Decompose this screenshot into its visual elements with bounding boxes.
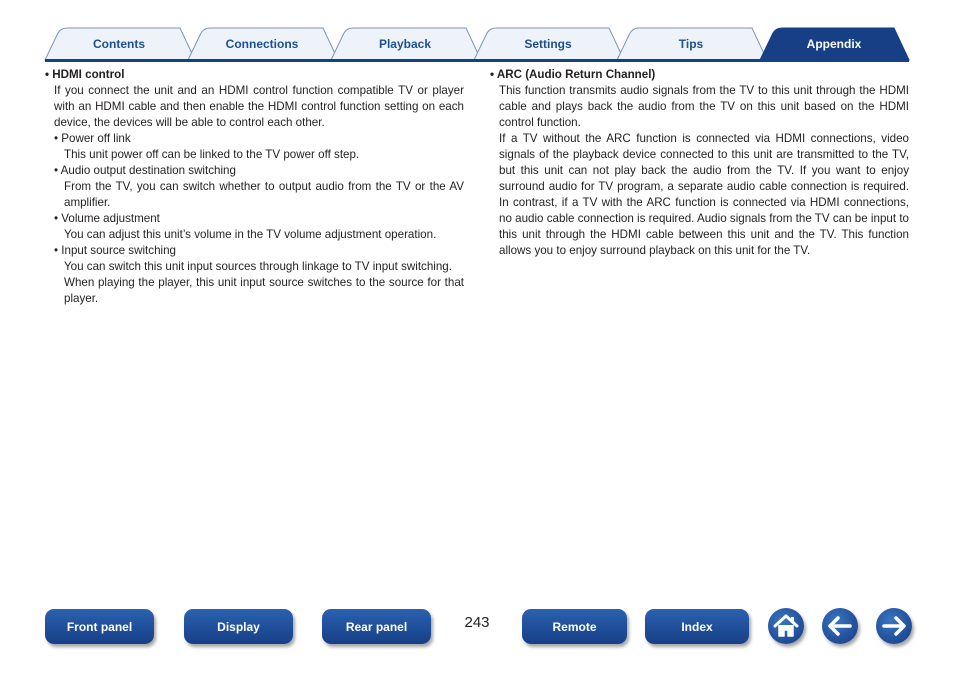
- arc-paragraph: This function transmits audio signals from the TV to this unit through the HDMI cable and plays back the audio from the TV on this unit based on the HDMI control function.: [499, 84, 909, 129]
- home-button[interactable]: [768, 608, 804, 644]
- tab-connections[interactable]: Connections: [225, 37, 299, 51]
- feature-item-volume-adjustment: [45, 211, 464, 243]
- feature-description: When playing the player, this unit input source switches to the source for that player.: [64, 276, 464, 305]
- arrow-right-icon: [876, 608, 912, 644]
- feature-title: • Audio output destination switching: [54, 164, 236, 177]
- feature-title: • Input source switching: [54, 244, 176, 257]
- feature-description: From the TV, you can switch whether to output audio from the TV or the AV amplifier.: [64, 180, 464, 209]
- tab-baseline: [45, 59, 909, 62]
- hdmi-control-section: [45, 67, 464, 307]
- feature-description: You can adjust this unit’s volume in the TV volume adjustment operation.: [64, 228, 437, 241]
- hdmi-control-intro: If you connect the unit and an HDMI control function compatible TV or player with an HDMI cable and then enable the HDMI control function setting on each device, the devices will be able to control each other.: [54, 84, 464, 129]
- tab-tips[interactable]: Tips: [678, 37, 704, 51]
- arc-paragraph: If a TV without the ARC function is connected via HDMI connections, video signals of the playback device connected to this unit are transmitted to the TV, but this unit can not play back the audio from the TV. If you want to enjoy surround audio for TV program, a separate audio cable connection is required. In contrast, if a TV with the ARC function is connected via HDMI connections, no audio cable connection is required. Audio signals from the TV can be input to this unit through the HDMI cable between this unit and the TV. This function allows you to enjoy surround playback on this unit for the TV.: [499, 132, 909, 257]
- feature-item-power-off-link: [45, 131, 464, 163]
- tab-shapes: [0, 0, 954, 64]
- section-heading-arc: • ARC (Audio Return Channel): [490, 68, 656, 81]
- feature-item-audio-output-switching: [45, 163, 464, 211]
- index-button[interactable]: Index: [645, 609, 749, 644]
- remote-button[interactable]: Remote: [522, 609, 627, 644]
- arc-section: [490, 67, 909, 259]
- feature-title: • Power off link: [54, 132, 131, 145]
- tab-settings[interactable]: Settings: [524, 37, 572, 51]
- section-heading-hdmi-control: • HDMI control: [45, 68, 125, 81]
- display-button[interactable]: Display: [184, 609, 293, 644]
- home-icon: [768, 608, 804, 644]
- tab-appendix[interactable]: Appendix: [806, 37, 862, 51]
- front-panel-button[interactable]: Front panel: [45, 609, 154, 644]
- arrow-left-icon: [822, 608, 858, 644]
- rear-panel-button[interactable]: Rear panel: [322, 609, 431, 644]
- tab-bar: [0, 0, 954, 64]
- feature-title: • Volume adjustment: [54, 212, 160, 225]
- forward-button[interactable]: [876, 608, 912, 644]
- page-number: 243: [464, 614, 490, 631]
- feature-description: You can switch this unit input sources through linkage to TV input switching.: [64, 260, 452, 273]
- feature-description: This unit power off can be linked to the TV power off step.: [64, 148, 360, 161]
- feature-item-input-source-switching: [45, 243, 464, 307]
- tab-playback[interactable]: Playback: [378, 37, 432, 51]
- tab-contents[interactable]: Contents: [93, 37, 145, 51]
- back-button[interactable]: [822, 608, 858, 644]
